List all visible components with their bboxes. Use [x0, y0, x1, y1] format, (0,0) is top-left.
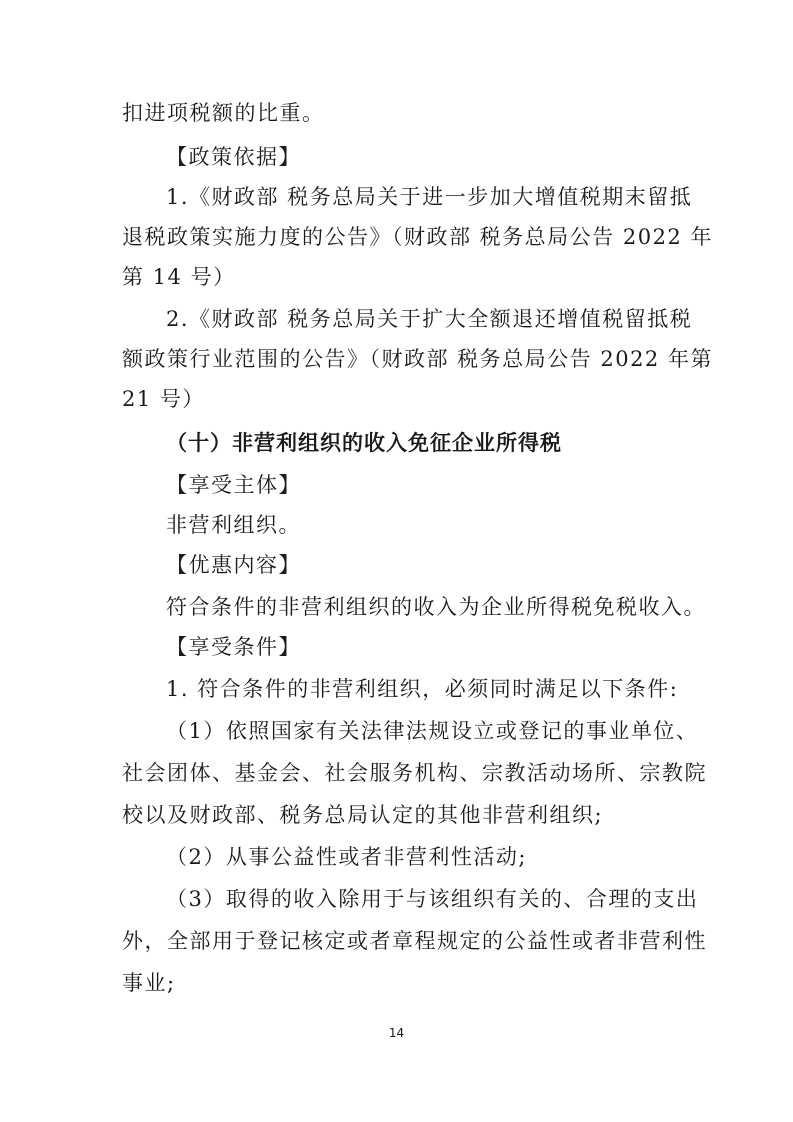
paragraph-line: 退税政策实施力度的公告》（财政部 税务总局公告 2022 年 — [122, 225, 713, 249]
paragraph-line: 事业; — [122, 971, 176, 995]
paragraph-line: 外，全部用于登记核定或者章程规定的公益性或者非营利性 — [122, 929, 707, 953]
paragraph-line: 21 号） — [122, 387, 205, 411]
paragraph-line: 社会团体、基金会、社会服务机构、宗教活动场所、宗教院 — [122, 761, 707, 785]
section-label-policy-basis: 【政策依据】 — [166, 145, 301, 169]
paragraph-line: （3）取得的收入除用于与该组织有关的、合理的支出 — [166, 887, 699, 911]
page-number: 14 — [388, 1026, 405, 1040]
paragraph-line: 非营利组织。 — [166, 513, 301, 537]
paragraph-line: 2.《财政部 税务总局关于扩大全额退还增值税留抵税 — [166, 307, 693, 331]
paragraph-line: 1.《财政部 税务总局关于进一步加大增值税期末留抵 — [166, 185, 693, 209]
paragraph-line: 额政策行业范围的公告》（财政部 税务总局公告 2022 年第 — [122, 347, 713, 371]
paragraph-line: （1）依照国家有关法律法规设立或登记的事业单位、 — [166, 719, 699, 743]
paragraph-line: 校以及财政部、税务总局认定的其他非营利组织; — [122, 803, 604, 827]
section-label-preferential-content: 【优惠内容】 — [166, 553, 301, 577]
section-label-conditions: 【享受条件】 — [166, 635, 301, 659]
paragraph-line: （2）从事公益性或者非营利性活动; — [166, 845, 527, 869]
section-label-beneficiary: 【享受主体】 — [166, 473, 301, 497]
paragraph-line: 第 14 号） — [122, 265, 236, 289]
paragraph-line: 符合条件的非营利组织的收入为企业所得税免税收入。 — [166, 595, 706, 619]
paragraph-line: 扣进项税额的比重。 — [122, 101, 325, 125]
section-heading: （十）非营利组织的收入免征企业所得税 — [166, 431, 562, 455]
paragraph-line: 1. 符合条件的非营利组织，必须同时满足以下条件: — [166, 677, 679, 701]
